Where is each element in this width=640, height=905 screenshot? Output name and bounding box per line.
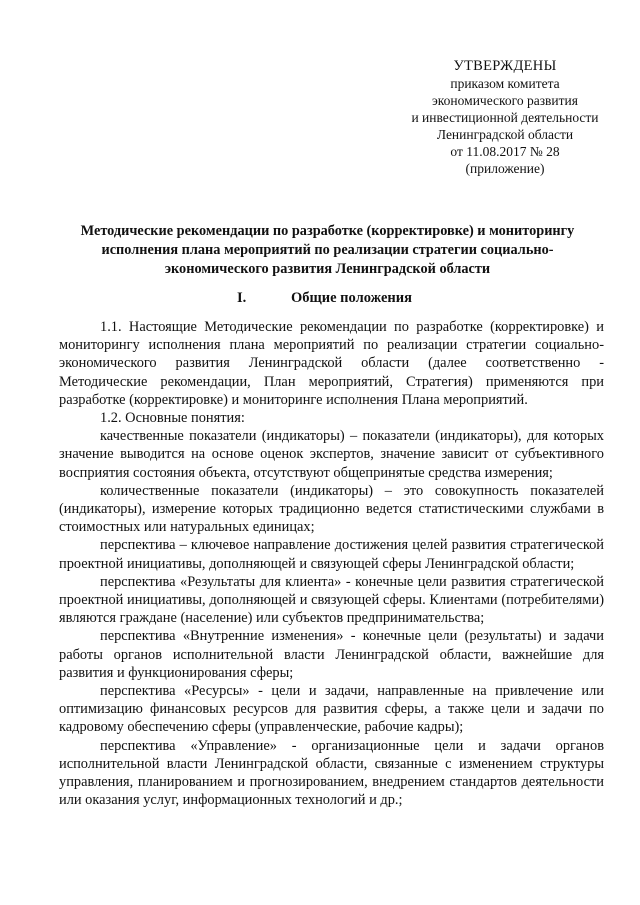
paragraph: перспектива – ключевое направление достижения целей развития стратегической проектной инициативы, дополняющей и связующей сферы Ленинградской области; [59,537,604,572]
paragraph: перспектива «Управление» - организационные цели и задачи органов исполнительной власти Ленинградской области, связанные с изменением структуры управления, планированием и прогнозированием, внедрением стандартов деятельности или оказания услуг, информационных технологий и др.; [59,737,604,809]
document-body [59,318,604,809]
document-title-line: исполнения плана мероприятий по реализации стратегии социально- [101,242,554,258]
paragraph: перспектива «Результаты для клиента» - конечные цели развития стратегической проектной инициативы, дополняющей и связующей сферы. Клиентами (потребителями) являются граждане (население) или субъектов предпринимательства; [59,573,604,627]
approval-line: экономического развития [432,93,578,108]
paragraph: 1.2. Основные понятия: [100,410,245,427]
section-name: Общие положения [291,290,412,306]
paragraph: количественные показатели (индикаторы) – это совокупность показателей (индикаторы), измерение которых традиционно ведется статистическими службами в стоимостных или натуральных единицах; [59,482,604,536]
paragraph: 1.1. Настоящие Методические рекомендации по разработке (корректировке) и мониторингу исполнения плана мероприятий по реализации стратегии социально-экономического развития Ленинградской области (далее соответственно - Методические рекомендации, План мероприятий, Стратегия) применяются при разработке (корректировке) и мониторинге исполнения Плана мероприятий. [59,319,604,408]
approval-stamp-block [360,58,640,177]
paragraph: перспектива «Внутренние изменения» - конечные цели (результаты) и задачи работы органов исполнительной власти Ленинградской области, важнейшие для развития и функционирования сферы; [59,628,604,681]
approval-title: УТВЕРЖДЕНЫ [453,58,557,74]
paragraph: качественные показатели (индикаторы) – показатели (индикаторы), для которых значение выводится на основе оценок экспертов, значение зависит от субъективного восприятия состояния объекта, отсутствуют общепринятые средства измерения; [59,428,604,481]
paragraph: перспектива «Ресурсы» - цели и задачи, направленные на привлечение или оптимизацию финансовых ресурсов для развития сферы, а также цели и задачи по кадровому обеспечению сферы (управленческие, рабочие кадры); [59,683,604,736]
document-title [60,222,595,279]
document-title-line: Методические рекомендации по разработке (корректировке) и мониторингу [80,223,575,239]
approval-line: и инвестиционной деятельности [411,110,599,125]
section-number: I. [237,290,247,306]
approval-date-number: от 11.08.2017 № 28 [450,144,560,159]
approval-line: Ленинградской области [436,127,574,142]
approval-line: (приложение) [465,161,545,176]
document-title-line: экономического развития Ленинградской области [164,261,491,277]
approval-line: приказом комитета [450,76,560,91]
